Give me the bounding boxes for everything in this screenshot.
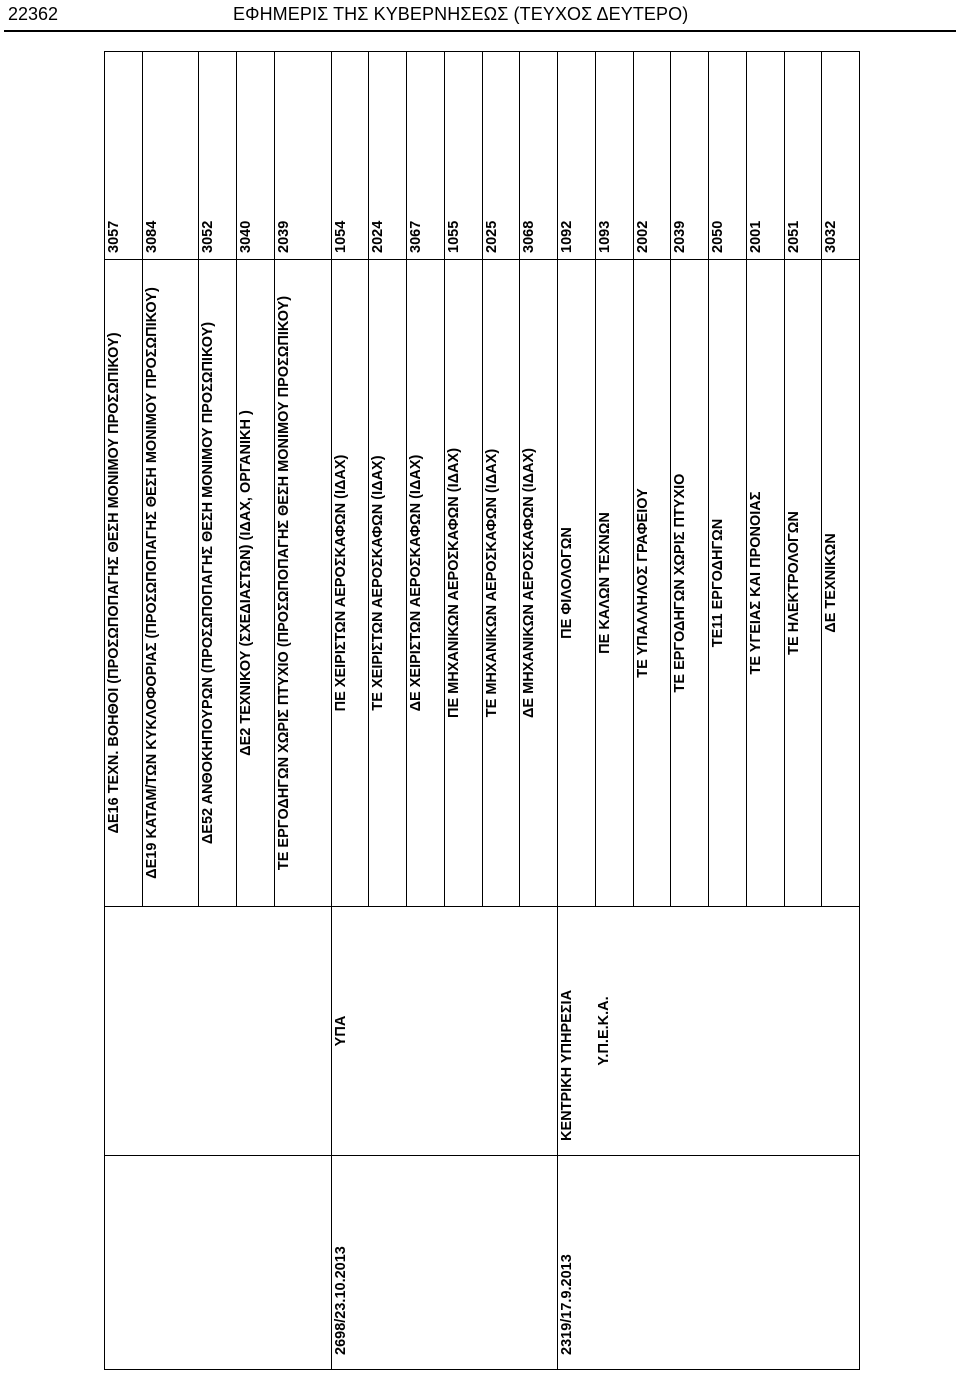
specialty-cell: ΤΕ ΥΓΕΙΑΣ ΚΑΙ ΠΡΟΝΟΙΑΣ <box>746 260 784 907</box>
table-row <box>444 52 482 1370</box>
date-cell <box>105 1156 143 1370</box>
date-cell <box>822 1156 860 1370</box>
specialty-cell: ΔΕ2 ΤΕΧΝΙΚΟΥ (ΣΧΕΔΙΑΣΤΩΝ) (ΙΔΑΧ, ΟΡΓΑΝΙΚΗ ) <box>237 260 275 907</box>
date-cell <box>407 1156 445 1370</box>
date-cell: 2319/17.9.2013 <box>558 1156 596 1370</box>
code-cell: 2001 <box>746 52 784 260</box>
code-cell: 2025 <box>482 52 520 260</box>
authority-cell <box>709 907 747 1156</box>
page-number: 22362 <box>8 4 59 24</box>
table-row <box>709 52 747 1370</box>
code-cell: 3032 <box>822 52 860 260</box>
specialty-cell: ΔΕ16 ΤΕΧΝ. ΒΟΗΘΟΙ (ΠΡΟΣΩΠΟΠΑΓΗΣ ΘΕΣΗ ΜΟΝΙΜΟΥ ΠΡΟΣΩΠΙΚΟΥ) <box>105 260 143 907</box>
code-cell: 2051 <box>784 52 822 260</box>
code-cell: 3084 <box>142 52 199 260</box>
date-cell <box>369 1156 407 1370</box>
specialty-cell: ΤΕ ΥΠΑΛΛΗΛΟΣ ΓΡΑΦΕΙΟΥ <box>633 260 671 907</box>
code-cell: 3052 <box>199 52 237 260</box>
date-cell <box>746 1156 784 1370</box>
specialty-cell: ΤΕ ΕΡΓΟΔΗΓΩΝ ΧΩΡΙΣ ΠΤΥΧΙΟ <box>671 260 709 907</box>
authority-cell <box>671 907 709 1156</box>
specialty-cell: ΤΕ ΧΕΙΡΙΣΤΩΝ ΑΕΡΟΣΚΑΦΩΝ (ΙΔΑΧ) <box>369 260 407 907</box>
table-row <box>520 52 558 1370</box>
code-cell: 1054 <box>331 52 369 260</box>
authority-cell <box>105 907 143 1156</box>
table-row <box>369 52 407 1370</box>
specialty-cell: ΠΕ ΧΕΙΡΙΣΤΩΝ ΑΕΡΟΣΚΑΦΩΝ (ΙΔΑΧ) <box>331 260 369 907</box>
code-cell: 2024 <box>369 52 407 260</box>
table-row <box>558 52 596 1370</box>
code-cell: 3068 <box>520 52 558 260</box>
code-cell: 1092 <box>558 52 596 260</box>
date-cell <box>520 1156 558 1370</box>
code-cell: 2050 <box>709 52 747 260</box>
date-cell <box>784 1156 822 1370</box>
date-cell: 2698/23.10.2013 <box>331 1156 369 1370</box>
table-row <box>633 52 671 1370</box>
specialty-cell: ΔΕ19 ΚΑΤΑΜ/ΤΩΝ ΚΥΚΛΟΦΟΡΙΑΣ (ΠΡΟΣΩΠΟΠΑΓΗΣ ΘΕΣΗ ΜΟΝΙΜΟΥ ΠΡΟΣΩΠΙΚΟΥ) <box>142 260 199 907</box>
date-cell <box>595 1156 633 1370</box>
specialty-cell: ΔΕ52 ΑΝΘΟΚΗΠΟΥΡΩΝ (ΠΡΟΣΩΠΟΠΑΓΗΣ ΘΕΣΗ ΜΟΝΙΜΟΥ ΠΡΟΣΩΠΙΚΟΥ) <box>199 260 237 907</box>
journal-title: ΕΦΗΜΕΡΙΣ ΤΗΣ ΚΥΒΕΡΝΗΣΕΩΣ (ΤΕΥΧΟΣ ΔΕΥΤΕΡΟ) <box>233 4 689 24</box>
table-row <box>237 52 275 1370</box>
code-cell: 1093 <box>595 52 633 260</box>
code-cell: 3067 <box>407 52 445 260</box>
date-cell <box>671 1156 709 1370</box>
code-cell: 3057 <box>105 52 143 260</box>
table-row <box>142 52 199 1370</box>
authority-cell <box>784 907 822 1156</box>
authority-cell <box>482 907 520 1156</box>
specialty-cell: ΔΕ ΤΕΧΝΙΚΩΝ <box>822 260 860 907</box>
date-cell <box>237 1156 275 1370</box>
table-row <box>784 52 822 1370</box>
code-cell: 2002 <box>633 52 671 260</box>
authority-cell <box>407 907 445 1156</box>
authority-cell: ΚΕΝΤΡΙΚΗ ΥΠΗΡΕΣΙΑ <box>558 907 596 1156</box>
specialty-cell: ΤΕ ΕΡΓΟΔΗΓΩΝ ΧΩΡΙΣ ΠΤΥΧΙΟ (ΠΡΟΣΩΠΟΠΑΓΗΣ ΘΕΣΗ ΜΟΝΙΜΟΥ ΠΡΟΣΩΠΙΚΟΥ) <box>274 260 331 907</box>
specialty-cell: ΠΕ ΦΙΛΟΛΟΓΩΝ <box>558 260 596 907</box>
code-cell: 2039 <box>671 52 709 260</box>
authority-cell: ΥΠΑ <box>331 907 369 1156</box>
table-row <box>482 52 520 1370</box>
table-row <box>407 52 445 1370</box>
date-cell <box>633 1156 671 1370</box>
table-row <box>331 52 369 1370</box>
date-cell <box>199 1156 237 1370</box>
authority-cell <box>237 907 275 1156</box>
positions-table <box>104 51 860 1370</box>
date-cell <box>482 1156 520 1370</box>
authority-cell <box>369 907 407 1156</box>
table-row <box>822 52 860 1370</box>
specialty-cell: ΔΕ ΜΗΧΑΝΙΚΩΝ ΑΕΡΟΣΚΑΦΩΝ (ΙΔΑΧ) <box>520 260 558 907</box>
date-cell <box>709 1156 747 1370</box>
table-row <box>105 52 143 1370</box>
authority-cell <box>520 907 558 1156</box>
specialty-cell: ΠΕ ΜΗΧΑΝΙΚΩΝ ΑΕΡΟΣΚΑΦΩΝ (ΙΔΑΧ) <box>444 260 482 907</box>
table-row <box>595 52 633 1370</box>
table-row <box>274 52 331 1370</box>
specialty-cell: ΤΕ ΜΗΧΑΝΙΚΩΝ ΑΕΡΟΣΚΑΦΩΝ (ΙΔΑΧ) <box>482 260 520 907</box>
specialty-cell: ΤΕ ΗΛΕΚΤΡΟΛΟΓΩΝ <box>784 260 822 907</box>
code-cell: 1055 <box>444 52 482 260</box>
date-cell <box>444 1156 482 1370</box>
authority-cell <box>142 907 199 1156</box>
authority-cell <box>199 907 237 1156</box>
authority-cell: Υ.Π.Ε.Κ.Α. <box>595 907 633 1156</box>
table-row <box>199 52 237 1370</box>
table-row <box>746 52 784 1370</box>
authority-cell <box>822 907 860 1156</box>
code-cell: 3040 <box>237 52 275 260</box>
date-cell <box>142 1156 199 1370</box>
authority-cell <box>444 907 482 1156</box>
specialty-cell: ΤΕ11 ΕΡΓΟΔΗΓΩΝ <box>709 260 747 907</box>
authority-cell <box>633 907 671 1156</box>
header-rule <box>4 30 956 32</box>
table-body <box>105 52 860 1370</box>
rotated-table-wrapper <box>104 104 860 1370</box>
table-row <box>671 52 709 1370</box>
date-cell <box>274 1156 331 1370</box>
authority-cell <box>746 907 784 1156</box>
specialty-cell: ΔΕ ΧΕΙΡΙΣΤΩΝ ΑΕΡΟΣΚΑΦΩΝ (ΙΔΑΧ) <box>407 260 445 907</box>
authority-cell <box>274 907 331 1156</box>
code-cell: 2039 <box>274 52 331 260</box>
specialty-cell: ΠΕ ΚΑΛΩΝ ΤΕΧΝΩΝ <box>595 260 633 907</box>
page-header <box>0 0 960 30</box>
